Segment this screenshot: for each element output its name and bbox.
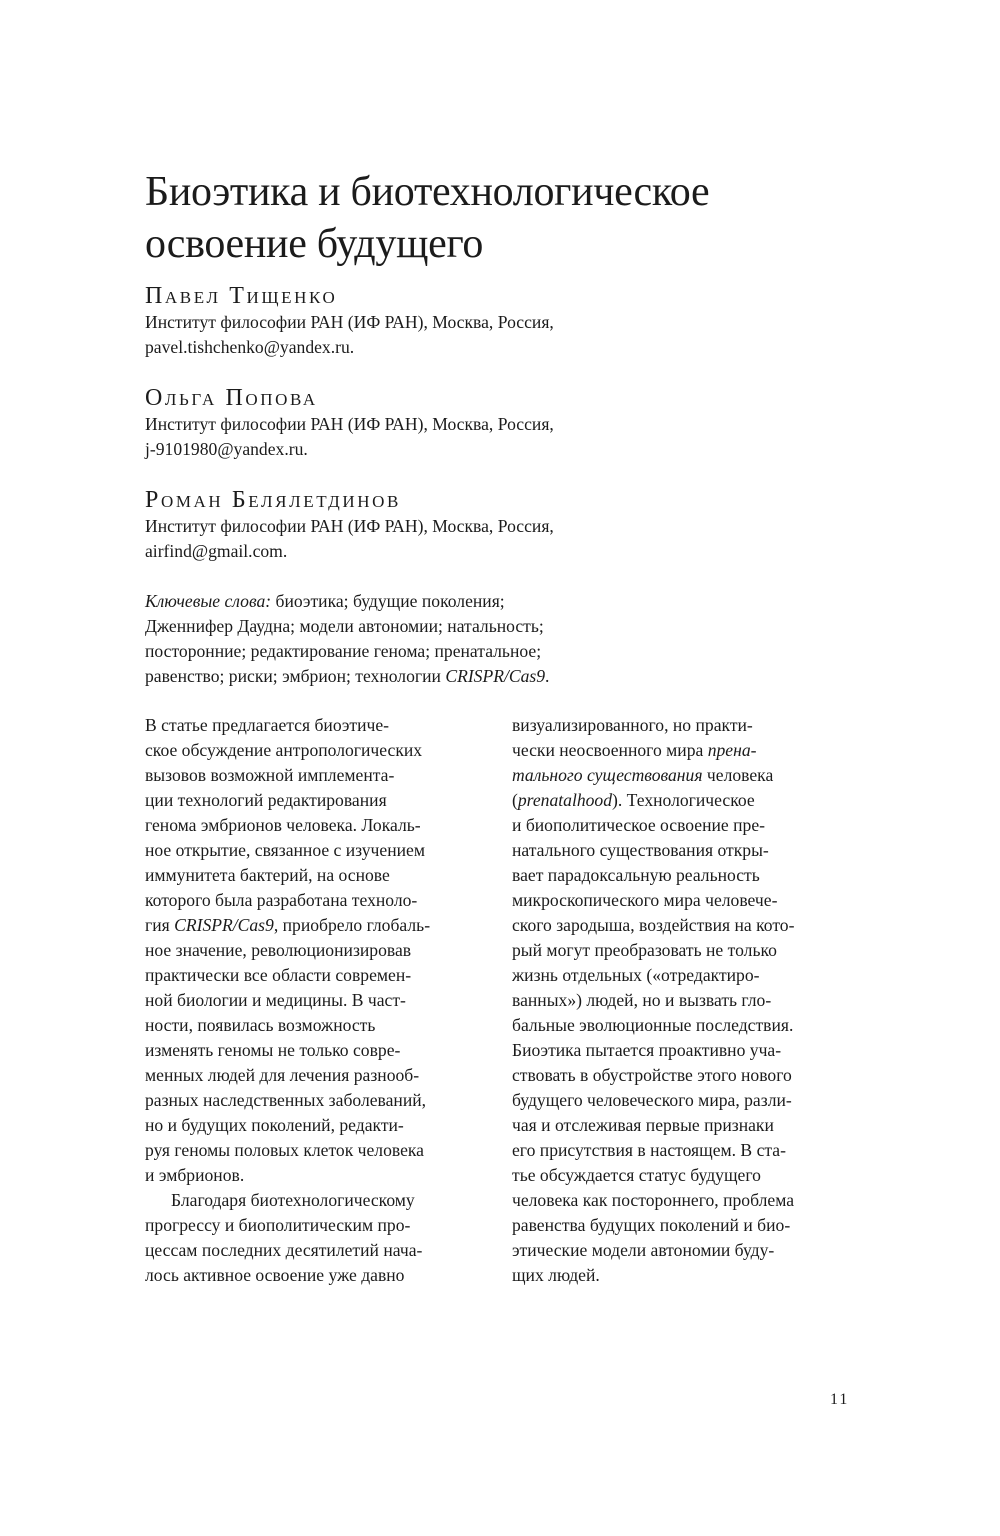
author-block-3 xyxy=(145,486,865,564)
body-line: разных наследственных заболеваний, xyxy=(145,1090,427,1110)
body-line: щих людей. xyxy=(512,1265,600,1285)
abstract-right-column xyxy=(512,713,862,1288)
body-line: натального существования откры- xyxy=(512,840,769,860)
keywords-block xyxy=(145,589,645,689)
body-line: человека как постороннего, проблема xyxy=(512,1190,795,1210)
body-line xyxy=(145,913,495,938)
keywords-italic: CRISPR/Cas9 xyxy=(445,666,546,686)
body-line: бальные эволюционные последствия. xyxy=(512,1015,794,1035)
body-line: ное открытие, связанное с изучением xyxy=(145,840,425,860)
body-line xyxy=(512,738,862,763)
body-line: лось активное освоение уже давно xyxy=(145,1265,405,1285)
body-text: гия xyxy=(145,915,175,935)
keywords-text: равенство; риски; эмбрион; технологии xyxy=(145,666,446,686)
body-line: Благодаря биотехнологическому xyxy=(171,1190,415,1210)
keywords-line xyxy=(145,589,645,614)
page-number: 11 xyxy=(830,1391,850,1408)
author-affiliation: Институт философии РАН (ИФ РАН), Москва, Россия, xyxy=(145,516,554,536)
body-line xyxy=(512,763,862,788)
author-affiliation: Институт философии РАН (ИФ РАН), Москва, Россия, xyxy=(145,414,554,434)
body-line: иммунитета бактерий, на основе xyxy=(145,865,390,885)
body-text: человека xyxy=(702,765,774,785)
body-line: практически все области современ- xyxy=(145,965,412,985)
body-line: тье обсуждается статус будущего xyxy=(512,1165,761,1185)
body-line: вает парадоксальную реальность xyxy=(512,865,760,885)
body-italic: prenatalhood xyxy=(517,790,613,810)
body-italic: прена- xyxy=(707,740,757,760)
body-text: ( xyxy=(512,790,518,810)
title-line: освоение будущего xyxy=(145,221,484,267)
body-line: ной биологии и медицины. В част- xyxy=(145,990,406,1010)
body-line: и эмбрионов. xyxy=(145,1165,245,1185)
body-line: генома эмбрионов человека. Локаль- xyxy=(145,815,421,835)
body-text: ). Технологическое xyxy=(612,790,755,810)
title-line: Биоэтика и биотехнологическое xyxy=(145,169,710,215)
keywords-text: биоэтика; будущие поколения; xyxy=(271,591,505,611)
body-line: но и будущих поколений, редакти- xyxy=(145,1115,404,1135)
body-text: чески неосвоенного мира xyxy=(512,740,708,760)
author-block-1 xyxy=(145,282,865,360)
body-line: ствовать в обустройстве этого нового xyxy=(512,1065,792,1085)
body-line: ского зародыша, воздействия на кото- xyxy=(512,915,795,935)
body-line: микроскопического мира человече- xyxy=(512,890,778,910)
keywords-line: посторонние; редактирование генома; пренатальное; xyxy=(145,641,542,661)
body-line: его присутствия в настоящем. В ста- xyxy=(512,1140,786,1160)
body-line: ское обсуждение антропологических xyxy=(145,740,423,760)
author-email: j-9101980@yandex.ru. xyxy=(145,439,308,459)
body-line: вызовов возможной имплемента- xyxy=(145,765,395,785)
keywords-text: . xyxy=(545,666,550,686)
author-name: Павел Тищенко xyxy=(145,283,338,309)
body-line xyxy=(512,788,862,813)
author-email: airfind@gmail.com. xyxy=(145,541,288,561)
body-italic: тального существования xyxy=(512,765,703,785)
body-line: В статье предлагается биоэтиче- xyxy=(145,715,390,735)
body-line: жизнь отдельных («отредактиро- xyxy=(512,965,760,985)
body-line: которого была разработана техноло- xyxy=(145,890,418,910)
body-text: , приобрело глобаль- xyxy=(273,915,431,935)
author-block-2 xyxy=(145,384,865,462)
body-line: этические модели автономии буду- xyxy=(512,1240,775,1260)
body-line: будущего человеческого мира, разли- xyxy=(512,1090,792,1110)
body-line: менных людей для лечения разнооб- xyxy=(145,1065,420,1085)
body-line: ции технологий редактирования xyxy=(145,790,387,810)
body-line: чая и отслеживая первые признаки xyxy=(512,1115,774,1135)
body-line: и биополитическое освоение пре- xyxy=(512,815,766,835)
article-title xyxy=(145,166,865,270)
keywords-line: Дженнифер Даудна; модели автономии; натальность; xyxy=(145,616,544,636)
body-line: ное значение, революционизировав xyxy=(145,940,412,960)
author-affiliation: Институт философии РАН (ИФ РАН), Москва, Россия, xyxy=(145,312,554,332)
body-line: равенства будущих поколений и био- xyxy=(512,1215,791,1235)
keywords-label: Ключевые слова: xyxy=(145,591,272,611)
author-email: pavel.tishchenko@yandex.ru. xyxy=(145,337,355,357)
author-name: Роман Белялетдинов xyxy=(145,487,401,513)
body-italic: CRISPR/Cas9 xyxy=(174,915,274,935)
abstract-left-column xyxy=(145,713,495,1288)
body-line: цессам последних десятилетий нача- xyxy=(145,1240,423,1260)
body-line: руя геномы половых клеток человека xyxy=(145,1140,424,1160)
keywords-line xyxy=(145,664,645,689)
body-line: Биоэтика пытается проактивно уча- xyxy=(512,1040,782,1060)
body-line: визуализированного, но практи- xyxy=(512,715,753,735)
body-line: ности, появилась возможность xyxy=(145,1015,376,1035)
body-line: ванных») людей, но и вызвать гло- xyxy=(512,990,772,1010)
body-line: изменять геномы не только совре- xyxy=(145,1040,401,1060)
body-line: прогрессу и биополитическим про- xyxy=(145,1215,411,1235)
body-line: рый могут преобразовать не только xyxy=(512,940,777,960)
author-name: Ольга Попова xyxy=(145,385,318,411)
